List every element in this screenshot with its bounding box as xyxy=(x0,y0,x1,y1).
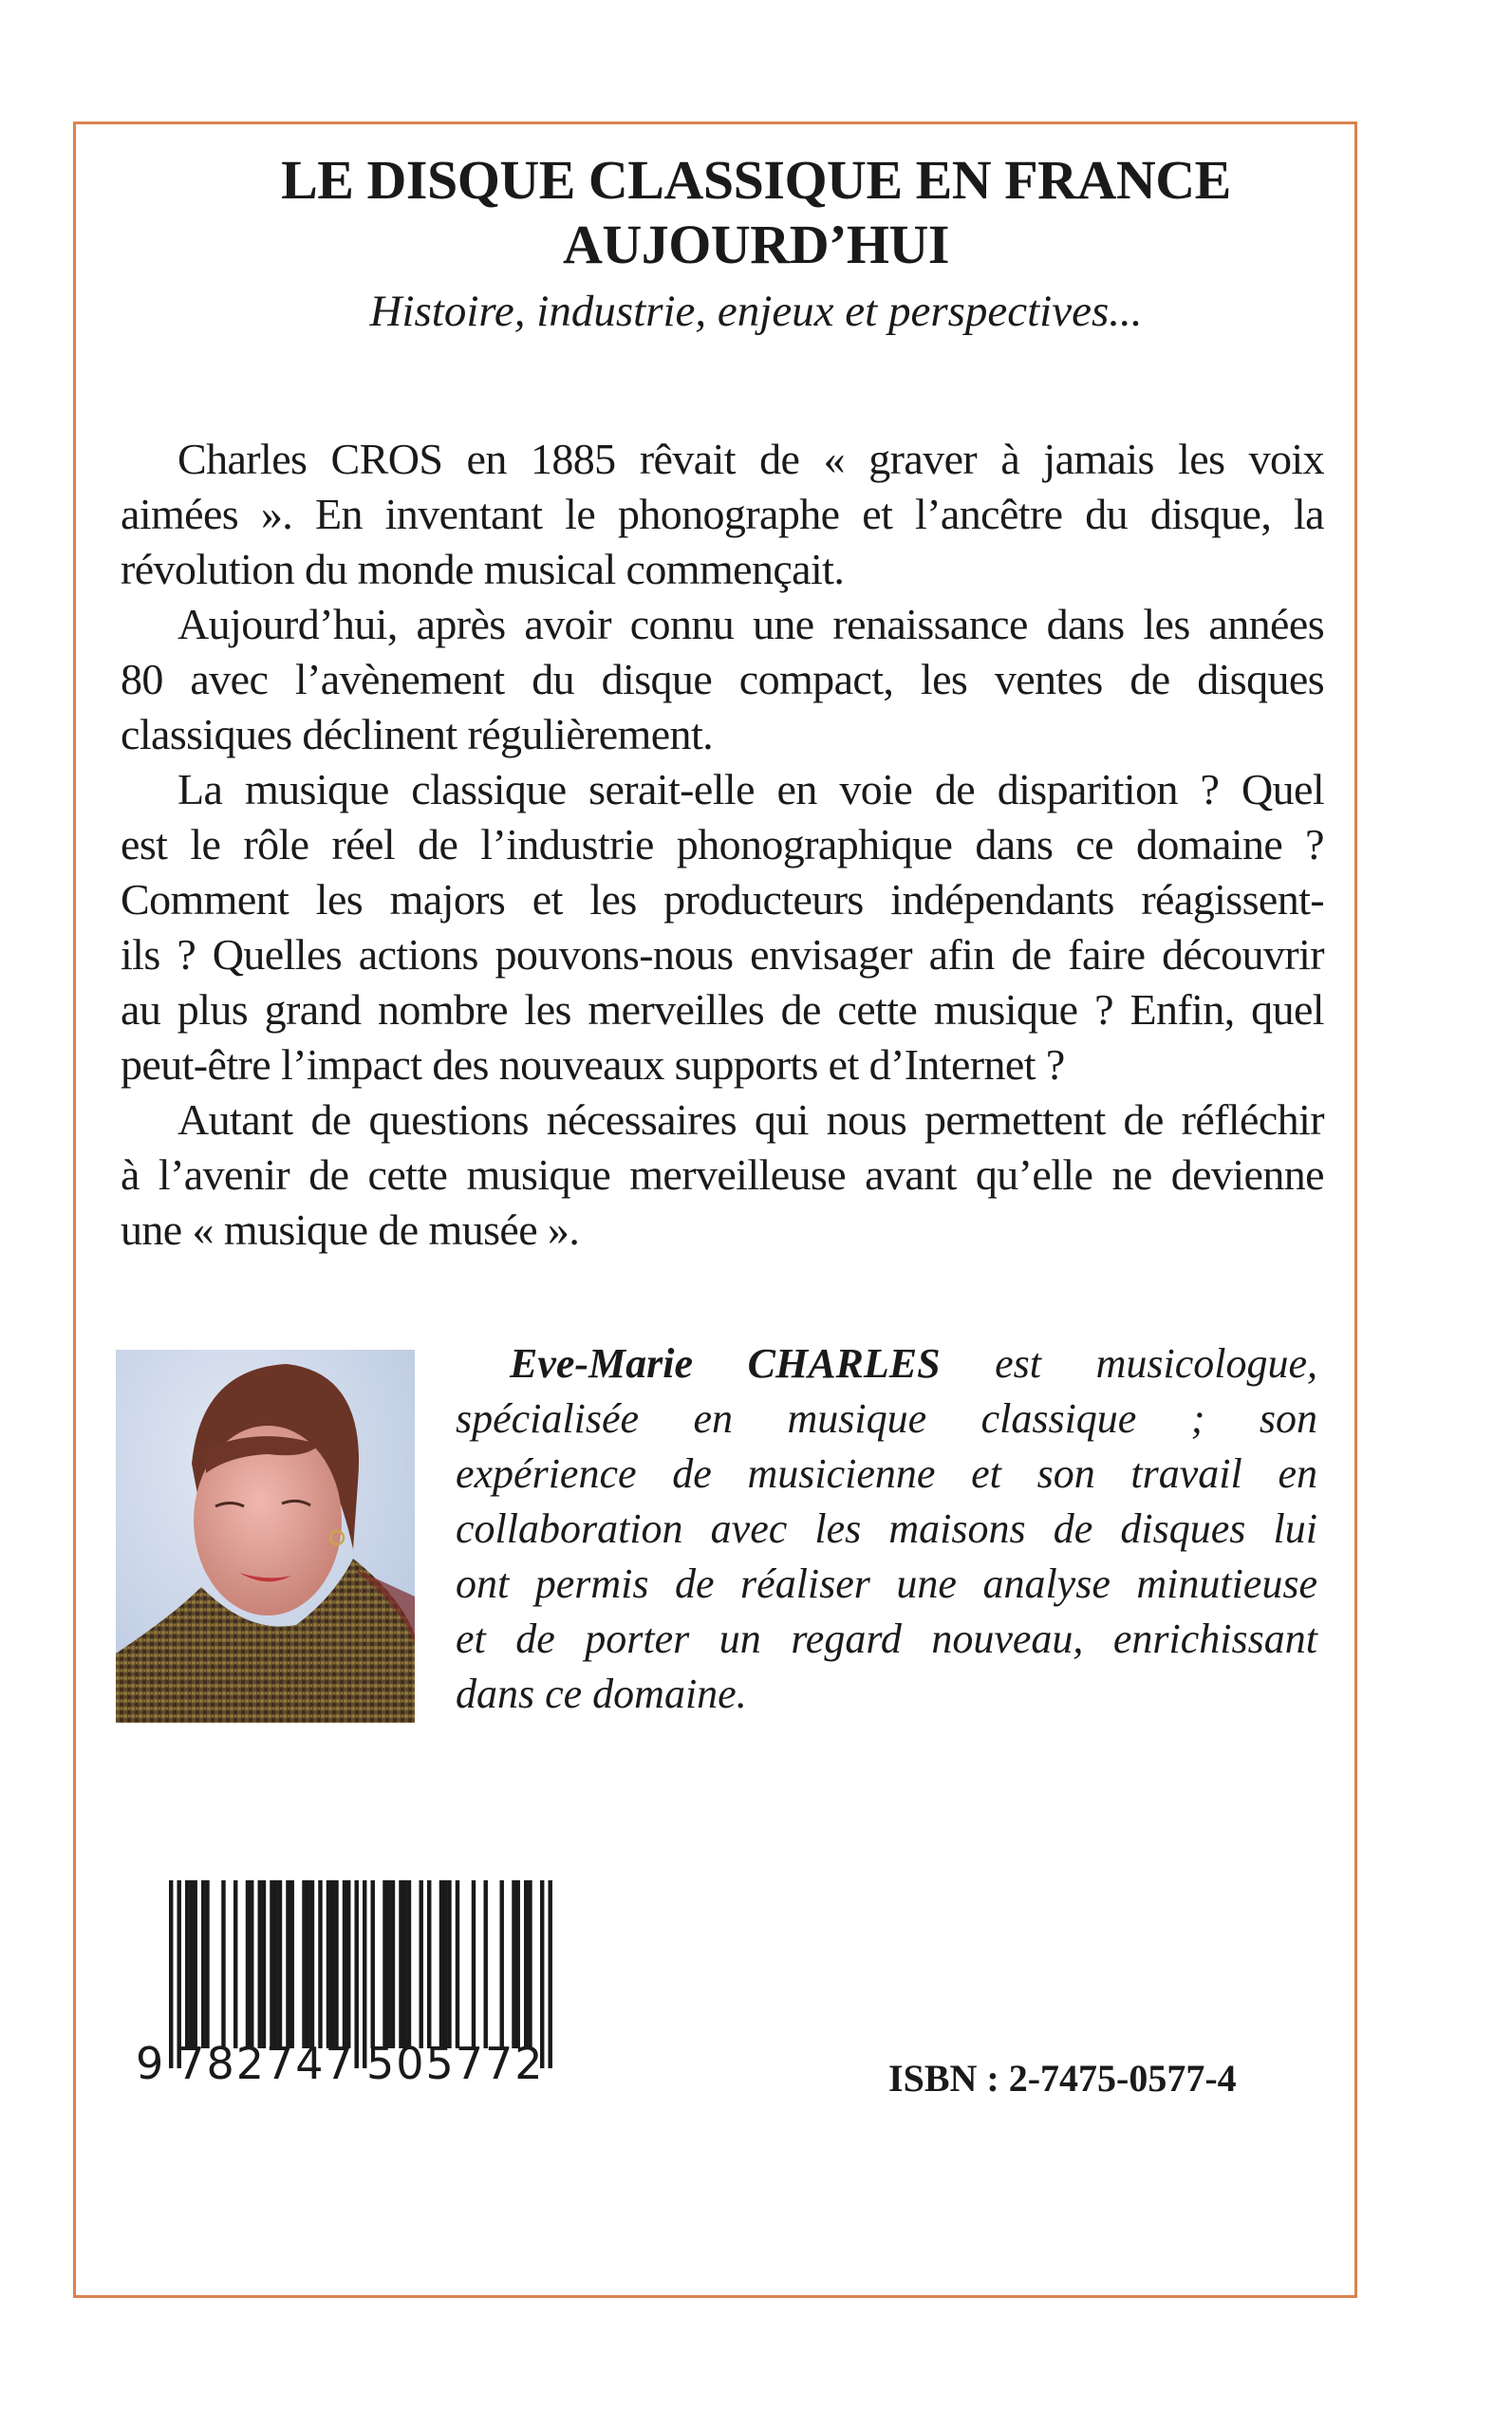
blurb-line: au plus grand nombre les merveilles de cette musique ? Enfin, quel xyxy=(121,985,1324,1034)
blurb-line: peut-être l’impact des nouveaux supports et d’Internet ? xyxy=(121,1040,1065,1089)
author-portrait-icon xyxy=(116,1350,415,1723)
author-photo xyxy=(116,1350,415,1723)
author-name: Eve-Marie CHARLES xyxy=(510,1340,941,1387)
svg-text:782747: 782747 xyxy=(177,2038,355,2089)
blurb-line: une « musique de musée ». xyxy=(121,1205,580,1254)
bio-line: dans ce domaine. xyxy=(456,1671,747,1717)
blurb-line: classiques déclinent régulièrement. xyxy=(121,710,714,758)
blurb-line: est le rôle réel de l’industrie phonographique dans ce domaine ? xyxy=(121,820,1324,868)
blurb-line: La musique classique serait-elle en voie de disparition ? Quel xyxy=(177,765,1324,813)
book-title-line-2: AUJOURD’HUI xyxy=(563,214,949,275)
bio-line: ont permis de réaliser une analyse minutieuse xyxy=(456,1560,1317,1607)
blurb-line: 80 avec l’avènement du disque compact, les ventes de disques xyxy=(121,655,1324,703)
book-subtitle: Histoire, industrie, enjeux et perspectives... xyxy=(369,287,1143,336)
blurb-line: révolution du monde musical commençait. xyxy=(121,545,845,593)
svg-text:505772: 505772 xyxy=(365,2038,545,2089)
blurb-line: Charles CROS en 1885 rêvait de « graver à jamais les voix xyxy=(177,435,1324,483)
blurb-line: aimées ». En inventant le phonographe et l’ancêtre du disque, la xyxy=(121,490,1324,538)
bio-line: expérience de musicienne et son travail en xyxy=(456,1450,1317,1497)
blurb-line: Comment les majors et les producteurs indépendants réagissent- xyxy=(121,875,1324,924)
book-title-line-1: LE DISQUE CLASSIQUE EN FRANCE xyxy=(281,149,1231,211)
blurb-line: à l’avenir de cette musique merveilleuse avant qu’elle ne devienne xyxy=(121,1150,1324,1199)
barcode-icon xyxy=(123,1875,569,2093)
blurb-line: Aujourd’hui, après avoir connu une renaissance dans les années xyxy=(177,600,1324,648)
bio-line: spécialisée en musique classique ; son xyxy=(456,1395,1317,1442)
bio-line: collaboration avec les maisons de disques lui xyxy=(456,1505,1317,1552)
isbn-label: ISBN : 2-7475-0577-4 xyxy=(888,2057,1237,2100)
bio-line: et de porter un regard nouveau, enrichissant xyxy=(456,1615,1317,1662)
author-bio xyxy=(456,1336,1317,1722)
blurb-line: Autant de questions nécessaires qui nous permettent de réfléchir xyxy=(177,1095,1324,1144)
ean13-barcode xyxy=(123,1875,569,2093)
blurb-text xyxy=(121,432,1324,1258)
blurb-line: ils ? Quelles actions pouvons-nous envisager afin de faire découvrir xyxy=(121,930,1324,979)
bio-line: Eve-Marie CHARLES est musicologue, xyxy=(510,1340,1317,1387)
svg-text:9: 9 xyxy=(136,2038,164,2089)
